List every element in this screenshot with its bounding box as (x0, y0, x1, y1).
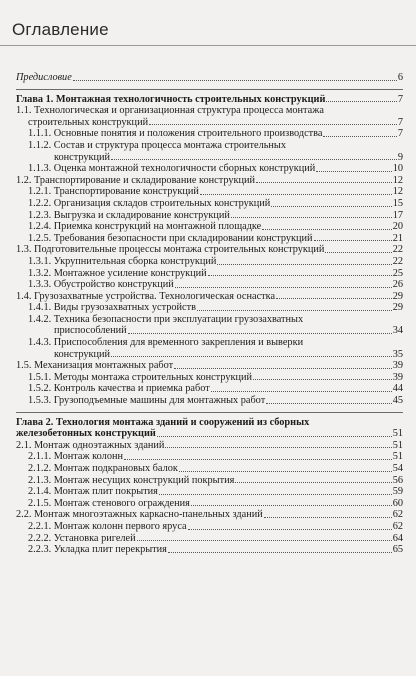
toc-entry[interactable] (16, 152, 403, 164)
toc-entry-page: 29 (392, 302, 403, 314)
toc-entry[interactable] (16, 544, 403, 556)
toc-entry-label: Предисловие (16, 72, 72, 83)
toc-entry-label: железобетонных конструкций (16, 428, 156, 440)
toc-entry[interactable] (16, 302, 403, 314)
toc-entry-label: 2.1.4. Монтаж плит покрытия (28, 486, 158, 498)
dot-leader (73, 79, 397, 81)
toc-entry-label: конструкций (54, 348, 111, 360)
dot-leader (316, 170, 391, 172)
toc-entry[interactable] (16, 268, 403, 280)
toc-entry-label: 2.2.3. Укладка плит перекрытия (28, 544, 167, 556)
dot-leader (323, 135, 396, 137)
toc-entry-label: 2.1.3. Монтаж несущих конструкций покрытия (28, 474, 235, 486)
chapter-divider (16, 89, 403, 90)
toc-entry[interactable] (16, 140, 403, 152)
toc-entry[interactable] (16, 498, 403, 510)
toc-entry[interactable] (16, 186, 403, 198)
toc-entry-page: 51 (392, 451, 403, 463)
toc-entry[interactable] (16, 175, 403, 187)
toc-entry[interactable] (16, 221, 403, 233)
toc-entry-page: 44 (392, 383, 403, 395)
toc-entry-page: 21 (392, 232, 403, 244)
dot-leader (165, 446, 391, 448)
toc-entry-page: 45 (392, 395, 403, 407)
toc-entry[interactable] (16, 463, 403, 475)
toc-entry[interactable] (16, 417, 403, 429)
toc-entry-page: 34 (392, 325, 403, 337)
dot-leader (191, 504, 392, 506)
toc-entry[interactable] (16, 256, 403, 268)
toc-entry[interactable] (16, 210, 403, 222)
toc-entry[interactable] (16, 198, 403, 210)
toc-entry-page: 39 (392, 360, 403, 372)
toc-entry-label: 1.2.1. Транспортирование конструкций (28, 186, 199, 198)
toc-entry-label: 1.4.2. Техника безопасности при эксплуатации грузозахватных (28, 313, 304, 325)
toc-entry[interactable] (16, 94, 403, 106)
toc-entry-page: 39 (392, 371, 403, 383)
toc-entry[interactable] (16, 486, 403, 498)
toc-entry[interactable] (16, 291, 403, 303)
toc-entry[interactable] (16, 279, 403, 291)
toc-entry-page: 10 (392, 163, 403, 175)
toc-entry[interactable] (16, 475, 403, 487)
dot-leader (208, 274, 392, 276)
dot-leader (262, 228, 391, 230)
toc-entry-label: 1.4.3. Приспособления для временного закрепления и выверки (28, 337, 304, 349)
dot-leader (276, 297, 392, 299)
dot-leader (128, 332, 392, 334)
toc-entry-page: 15 (392, 197, 403, 209)
dot-leader (175, 286, 392, 288)
toc-entry[interactable] (16, 117, 403, 129)
toc-entry[interactable] (16, 128, 403, 140)
toc-entry[interactable] (16, 509, 403, 521)
toc-entry-page: 60 (392, 497, 403, 509)
toc-entry-label: 2.2.1. Монтаж колонн первого яруса (28, 520, 187, 532)
toc-entry-label: 1.5. Механизация монтажных работ (16, 360, 174, 372)
toc-entry[interactable] (16, 372, 403, 384)
dot-leader (157, 435, 392, 437)
toc-entry-label: приспособлений (54, 325, 127, 337)
toc-entry-page: 25 (392, 267, 403, 279)
toc-entry[interactable] (16, 383, 403, 395)
toc-entry[interactable] (16, 395, 403, 407)
dot-leader (325, 251, 391, 253)
toc-entry-label: 2.1. Монтаж одноэтажных зданий (16, 439, 165, 451)
dot-leader (326, 100, 396, 102)
toc-entry-page: 6 (397, 72, 403, 83)
toc-entry-label: 2.1.2. Монтаж подкрановых балок (28, 463, 178, 474)
toc-entry-label: Глава 1. Монтажная технологичность строительных конструкций (16, 93, 326, 105)
toc-entry-label: строительных конструкций (28, 116, 149, 128)
chapter-divider (16, 412, 403, 413)
toc-entry-label: 1.2.2. Организация складов строительных конструкций (28, 197, 271, 209)
title-divider (0, 45, 416, 46)
toc-entry[interactable] (16, 163, 403, 175)
page-title: Оглавление (12, 20, 109, 39)
toc-entry-label: 1.2.4. Приемка конструкций на монтажной площадке (28, 221, 262, 233)
toc-entry-page: 17 (392, 209, 403, 221)
toc-entry-page: 62 (392, 509, 403, 521)
toc-entry-label: конструкций (54, 151, 111, 163)
dot-leader (124, 458, 392, 460)
toc-entry-page: 22 (392, 255, 403, 267)
toc-entry-label: 1.3.2. Монтажное усиление конструкций (28, 267, 207, 279)
toc-entry-label: 1.4. Грузозахватные устройства. Технологическая оснастка (16, 290, 276, 302)
toc-entry[interactable] (16, 105, 403, 117)
dot-leader (137, 539, 392, 541)
toc-entry-page: 62 (392, 520, 403, 532)
dot-leader (231, 216, 392, 218)
toc-entry-label: 1.3. Подготовительные процессы монтажа строительных конструкций (16, 244, 325, 256)
toc-entry-page: 65 (392, 544, 403, 556)
dot-leader (111, 355, 392, 357)
toc-entry-label: 1.5.1. Методы монтажа строительных конструкций (28, 371, 252, 383)
toc-entry-label: Глава 2. Технология монтажа зданий и сооружений из сборных (16, 416, 310, 428)
dot-leader (235, 481, 391, 483)
toc-entry-label: 1.1. Технологическая и организационная структура процесса монтажа (16, 105, 324, 117)
toc-entry-page: 56 (392, 474, 403, 486)
toc-entry-label: 1.1.3. Оценка монтажной технологичности сборных конструкций (28, 163, 316, 175)
dot-leader (217, 263, 391, 265)
toc-entry[interactable] (16, 428, 403, 440)
toc-entry-label: 1.5.2. Контроль качества и приемка работ (28, 383, 210, 395)
toc-entry[interactable] (16, 72, 403, 84)
dot-leader (168, 551, 392, 553)
dot-leader (197, 309, 392, 311)
dot-leader (264, 516, 392, 518)
dot-leader (200, 193, 392, 195)
dot-leader (174, 367, 392, 369)
toc-entry-label: 1.1.1. Основные понятия и положения строительного производства (28, 128, 323, 140)
dot-leader (314, 239, 392, 241)
dot-leader (211, 390, 392, 392)
toc-entry[interactable] (16, 440, 403, 452)
toc-entry[interactable] (16, 521, 403, 533)
toc-entry[interactable] (16, 233, 403, 245)
toc-entry-page: 7 (397, 93, 403, 105)
toc-entry-page: 22 (392, 244, 403, 256)
toc-entry-label: 2.1.1. Монтаж колонн (28, 451, 123, 463)
toc-entry-label: 1.5.3. Грузоподъемные машины для монтажных работ (28, 395, 266, 407)
toc-entry-page: 12 (392, 174, 403, 186)
toc-entry-label: 1.2.3. Выгрузка и складирование конструкций (28, 209, 230, 221)
toc-entry[interactable] (16, 314, 403, 326)
toc-entry[interactable] (16, 325, 403, 337)
toc-entry[interactable] (16, 533, 403, 545)
toc-entry-page: 26 (392, 279, 403, 291)
table-of-contents (16, 72, 403, 556)
toc-entry-label: 2.2. Монтаж многоэтажных каркасно-панельных зданий (16, 509, 263, 521)
toc-entry[interactable] (16, 349, 403, 361)
toc-entry-label: 2.1.5. Монтаж стенового ограждения (28, 497, 190, 509)
toc-entry-page: 9 (397, 151, 403, 163)
toc-entry-page: 20 (392, 221, 403, 233)
toc-entry-label: 1.1.2. Состав и структура процесса монтажа строительных (28, 139, 287, 151)
toc-entry-page: 29 (392, 290, 403, 302)
toc-entry-page: 54 (392, 463, 403, 474)
toc-entry-page: 35 (392, 348, 403, 360)
dot-leader (188, 528, 392, 530)
dot-leader (159, 493, 392, 495)
toc-entry[interactable] (16, 360, 403, 372)
toc-entry-label: 2.2.2. Установка ригелей (28, 532, 136, 544)
toc-entry[interactable] (16, 244, 403, 256)
toc-entry-label: 1.2. Транспортирование и складирование конструкций (16, 174, 256, 186)
dot-leader (266, 402, 392, 404)
toc-entry-label: 1.3.1. Укрупнительная сборка конструкций (28, 255, 217, 267)
dot-leader (271, 205, 391, 207)
toc-entry-page: 51 (392, 439, 403, 451)
toc-entry-label: 1.3.3. Обустройство конструкций (28, 279, 174, 291)
toc-entry-page: 64 (392, 532, 403, 544)
dot-leader (256, 181, 392, 183)
toc-entry-page: 7 (397, 116, 403, 128)
toc-entry[interactable] (16, 337, 403, 349)
toc-entry-page: 59 (392, 486, 403, 498)
dot-leader (111, 158, 397, 160)
toc-entry[interactable] (16, 451, 403, 463)
toc-entry-label: 1.4.1. Виды грузозахватных устройств (28, 302, 196, 314)
toc-entry-page: 12 (392, 186, 403, 198)
dot-leader (253, 378, 392, 380)
dot-leader (179, 470, 392, 472)
toc-entry-label: 1.2.5. Требования безопасности при складировании конструкций (28, 232, 313, 244)
toc-entry-page: 7 (397, 128, 403, 140)
toc-entry-page: 51 (392, 428, 403, 440)
dot-leader (149, 123, 397, 125)
